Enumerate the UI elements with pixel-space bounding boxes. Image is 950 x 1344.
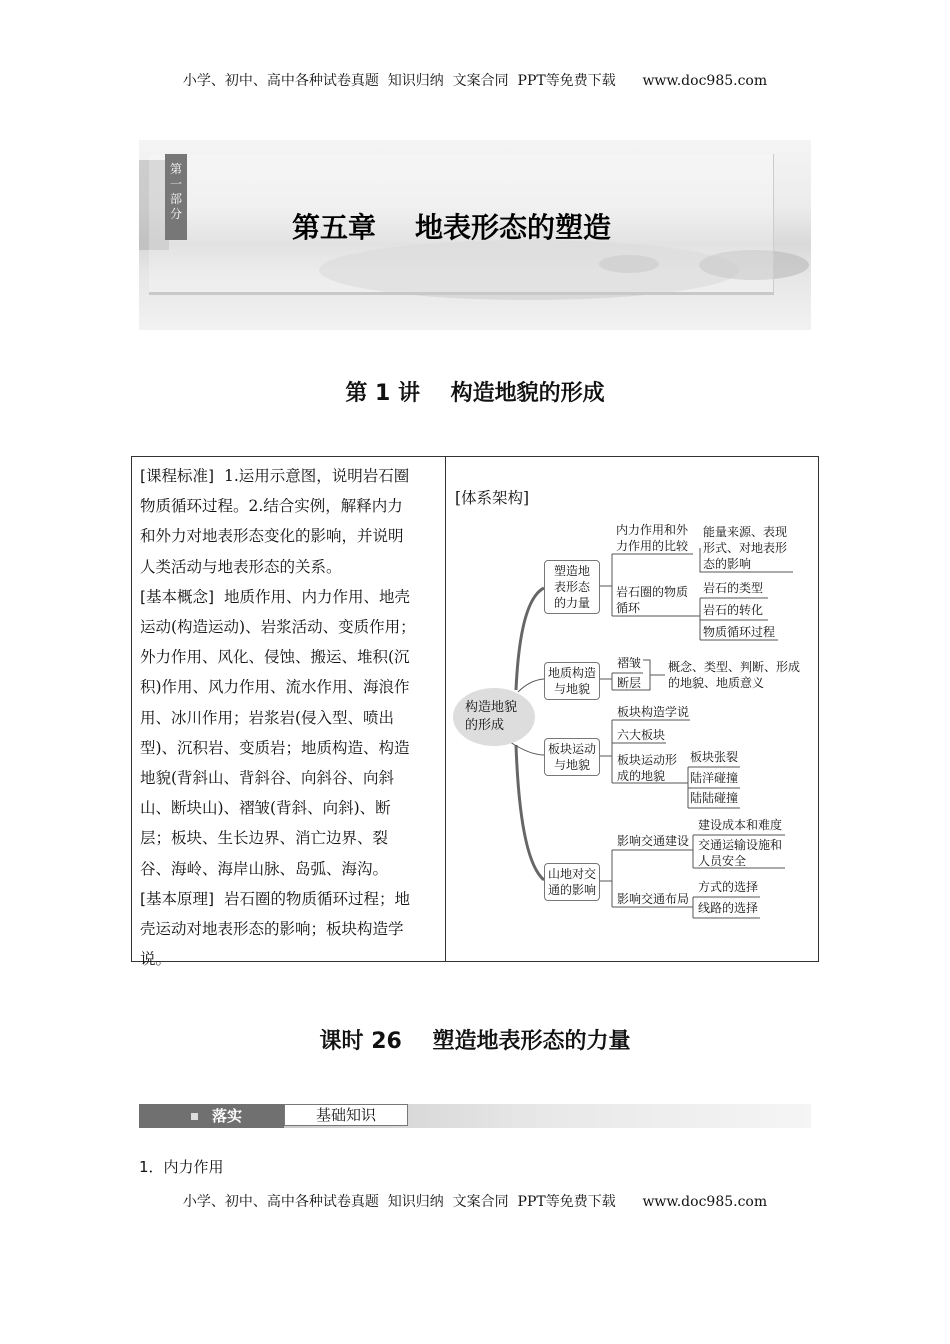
line-text: 地貌(背斜山、背斜谷、向斜谷、向斜 bbox=[140, 769, 395, 788]
mindmap-subnode: 板块构造学说 bbox=[617, 705, 690, 719]
line-text: 说。 bbox=[140, 950, 172, 969]
line-text: 物质循环过程。2.结合实例，解释内力 bbox=[140, 497, 403, 516]
section-bar-left: 落实 bbox=[212, 1107, 243, 1125]
square-bullet-icon bbox=[191, 1113, 198, 1120]
mindmap-node-plates: 板块运动 与地貌 bbox=[544, 738, 600, 776]
line-text: 山、断块山)、褶皱(背斜、向斜)、断 bbox=[140, 799, 391, 818]
mindmap-leaf: 能量来源、表现 形式、对地表形 态的影响 bbox=[703, 525, 788, 571]
line-text: 人类活动与地表形态的关系。 bbox=[140, 557, 342, 576]
line-text: 壳运动对地表形态的影响；板块构造学 bbox=[140, 920, 404, 939]
mindmap-node-structure: 地质构造 与地貌 bbox=[544, 662, 600, 700]
mindmap-leaf: 物质循环过程 bbox=[703, 625, 776, 639]
mindmap-leaf: 板块张裂 bbox=[690, 750, 739, 764]
mindmap-leaf: 岩石的类型 bbox=[703, 581, 764, 595]
line-text: 用、冰川作用；岩浆岩(侵入型、喷出 bbox=[140, 708, 395, 727]
mindmap-heading: [体系架构] bbox=[455, 489, 530, 507]
mindmap-subnode: 断层 bbox=[617, 676, 642, 690]
line-text: 外力作用、风化、侵蚀、搬运、堆积(沉 bbox=[140, 648, 410, 667]
line-text: 岩石圈的物质循环过程；地 bbox=[214, 889, 410, 908]
mindmap-leaf: 建设成本和难度 bbox=[698, 818, 783, 832]
mindmap-leaf: 方式的选择 bbox=[698, 880, 759, 894]
chapter-title: 第五章 地表形态的塑造 bbox=[292, 211, 611, 244]
section-bar bbox=[139, 1104, 811, 1128]
lecture-title: 第 1 讲 构造地貌的形成 bbox=[345, 381, 605, 406]
section-label: [基本原理] bbox=[140, 889, 215, 908]
mindmap-center-node: 构造地貌 的形成 bbox=[453, 688, 535, 746]
section-bar-right: 基础知识 bbox=[284, 1104, 408, 1126]
mindmap-leaf: 交通运输设施和 人员安全 bbox=[698, 838, 783, 868]
mindmap-subnode: 影响交通布局 bbox=[617, 892, 690, 906]
mindmap-subnode: 岩石圈的物质 循环 bbox=[616, 585, 689, 615]
mindmap-node-transport: 山地对交 通的影响 bbox=[544, 863, 600, 901]
mindmap-subnode: 六大板块 bbox=[617, 728, 666, 742]
line-text: 积)作用、风力作用、流水作用、海浪作 bbox=[140, 678, 410, 697]
mindmap-leaf: 线路的选择 bbox=[698, 901, 759, 915]
section-label: [课程标准] bbox=[140, 467, 215, 485]
mindmap-leaf: 陆洋碰撞 bbox=[690, 771, 739, 785]
line-text: 1.运用示意图，说明岩石圈 bbox=[214, 467, 410, 485]
lesson-title: 课时 26 塑造地表形态的力量 bbox=[319, 1029, 631, 1054]
section-label: [基本概念] bbox=[140, 587, 215, 606]
mindmap-leaf: 岩石的转化 bbox=[703, 603, 764, 617]
line-text: 谷、海岭、海岸山脉、岛弧、海沟。 bbox=[140, 859, 389, 878]
page-footer: 小学、初中、高中各种试卷真题 知识归纳 文案合同 PPT等免费下载 www.doc985.com bbox=[182, 1194, 768, 1210]
mindmap-subnode: 板块运动形 成的地貌 bbox=[617, 753, 678, 783]
line-text: 型)、沉积岩、变质岩；地质构造、构造 bbox=[140, 738, 410, 757]
item-heading: 1．内力作用 bbox=[139, 1158, 224, 1176]
mindmap-subnode: 内力作用和外 力作用的比较 bbox=[616, 523, 689, 553]
mindmap-subnode: 褶皱 bbox=[617, 656, 642, 670]
line-text: 和外力对地表形态变化的影响，并说明 bbox=[140, 527, 404, 546]
mindmap-subnode: 影响交通建设 bbox=[617, 834, 690, 848]
mindmap-leaf: 概念、类型、判断、形成 的地貌、地质意义 bbox=[668, 660, 801, 690]
part-tag: 第一部分 bbox=[165, 154, 187, 240]
page-header: 小学、初中、高中各种试卷真题 知识归纳 文案合同 PPT等免费下载 www.doc985.com bbox=[182, 73, 768, 89]
line-text: 运动(构造运动)、岩浆活动、变质作用； bbox=[140, 618, 416, 637]
mindmap-leaf: 陆陆碰撞 bbox=[690, 791, 739, 805]
line-text: 层；板块、生长边界、消亡边界、裂 bbox=[140, 829, 389, 848]
mindmap-node-forces: 塑造地 表形态 的力量 bbox=[544, 560, 600, 614]
line-text: 地质作用、内力作用、地壳 bbox=[214, 587, 410, 606]
